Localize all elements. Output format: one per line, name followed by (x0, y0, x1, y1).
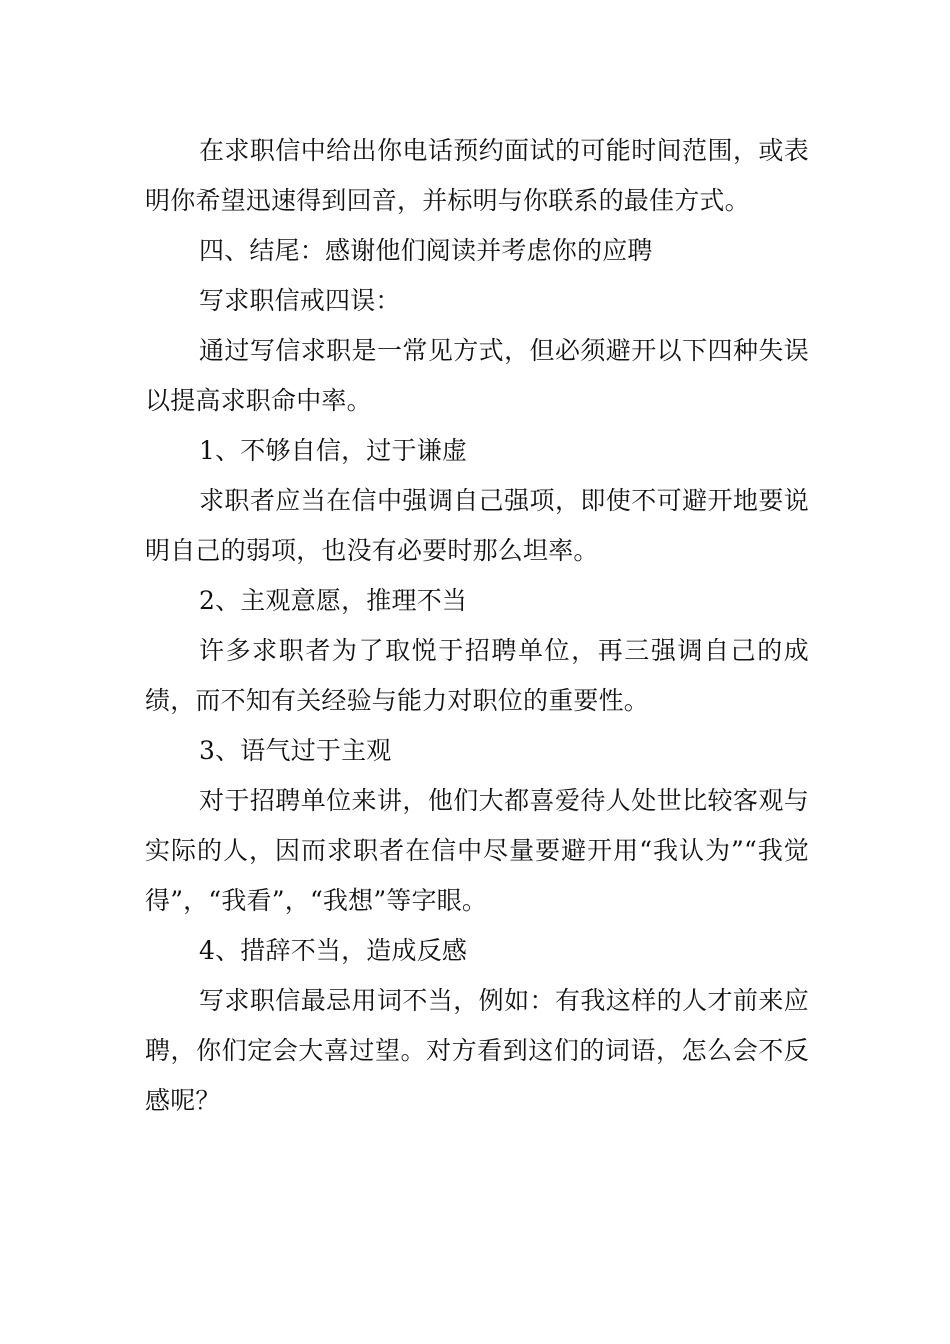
heading-mistake-4: 4、措辞不当，造成反感 (199, 936, 468, 965)
paragraph-mistake-2: 许多求职者为了取悦于招聘单位，再三强调自己的成绩，而不知有关经验与能力对职位的重要性。 (145, 636, 809, 715)
document-body (145, 126, 809, 1126)
paragraph-intro-mistakes: 通过写信求职是一常见方式，但必须避开以下四种失误以提高求职命中率。 (145, 336, 809, 415)
paragraph-mistake-4: 写求职信最忌用词不当，例如：有我这样的人才前来应聘，你们定会大喜过望。对方看到这们的词语，怎么会不反感呢？ (145, 986, 809, 1115)
heading-four-mistakes: 写求职信戒四误： (199, 286, 401, 315)
heading-mistake-3: 3、语气过于主观 (199, 736, 392, 765)
heading-mistake-2: 2、主观意愿，推理不当 (199, 586, 468, 615)
heading-closing: 四、结尾：感谢他们阅读并考虑你的应聘 (199, 236, 653, 265)
heading-mistake-1: 1、不够自信，过于谦虚 (199, 436, 468, 465)
paragraph-call-to-action: 在求职信中给出你电话预约面试的可能时间范围，或表明你希望迅速得到回音，并标明与你联系的最佳方式。 (145, 136, 809, 215)
paragraph-mistake-3: 对于招聘单位来讲，他们大都喜爱待人处世比较客观与实际的人，因而求职者在信中尽量要避开用“我认为”“我觉得”，“我看”，“我想”等字眼。 (145, 786, 809, 915)
paragraph-mistake-1: 求职者应当在信中强调自己强项，即使不可避开地要说明自己的弱项，也没有必要时那么坦率。 (145, 486, 809, 565)
